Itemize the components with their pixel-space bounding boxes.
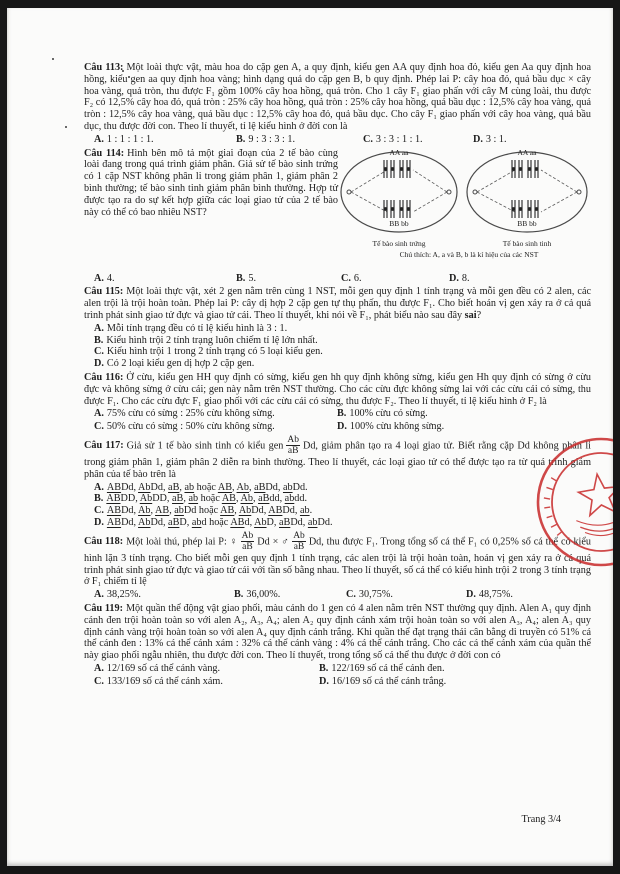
option-119-b: B. 122/169 số cá thể cánh đen. [319,662,445,674]
red-official-stamp [531,432,613,572]
option-113-b: B. 9 : 3 : 3 : 1. [236,133,296,145]
meiosis-cells-diagram [339,148,591,272]
question-118-body-2: Dd × ♂ [257,536,290,548]
question-119-label: Câu 119: [84,602,123,614]
question-118 [84,531,591,601]
option-113-a: A. 1 : 1 : 1 : 1. [94,133,154,145]
question-116-options-row1 [84,408,591,420]
question-114-body: Hình bên mô tả một giai đoạn của 2 tế bào cùng loài đang trong quá trình giảm phân. Giả sử tế bào sinh trứng có 1 cặp NST không phân li trong giảm phân 1, giảm phân 2 bình thường; tế bào sinh tinh giảm phân bình thường. Hợp tử được tạo ra do sự kết hợp giữa các loại giao tử của 2 tế bào này có thể có bao nhiêu NST? [84,147,338,218]
question-114-row [84,148,591,272]
option-115-b: B. Kiểu hình trội 2 tính trạng luôn chiếm tỉ lệ lớn nhất. [94,334,318,346]
genotype-fraction: $\frac{Ab}{aB}$ [287,434,299,457]
question-119-options-row2 [84,676,591,688]
question-119-options-row1 [84,663,591,675]
diagram-caption: Chú thích: A, a và B, b là kí hiệu của các NST [399,249,539,259]
option-118-c: C. 30,75%. [346,589,393,601]
option-118-d: D. 48,75%. [466,589,513,601]
question-117-body-pre: Giả sử 1 tế bào sinh tinh có kiểu gen [126,440,284,452]
option-114-c: C. 6. [341,272,362,284]
question-116-body: Ở cừu, kiểu gen HH quy định có sừng, kiểu gen hh quy định không sừng, kiểu gen Hh quy định có sừng ở cừu đực và không sừng ở cừu cái; gen này nằm trên NST thường. Cho các cừu đực không sừng lai với các cừu cái có sừng, thu được F₁. Cho các cừu đực F₁ giao phối với các cừu cái có sừng, thu được F₂. Theo lí thuyết, tỉ lệ kiểu hình ở F₂ là [84,371,591,407]
question-114-label: Câu 114: [84,147,125,159]
question-115 [84,286,591,370]
question-119-text [84,603,591,662]
option-119-a: A. 12/169 số cá thể cánh vàng. [94,662,221,674]
question-117-body-post: Dd, giảm phân tạo ra 4 loại giao tử. Biết rằng cặp Dd không phân li trong giảm phân 1, giảm phân 2 diễn ra bình thường. Theo lí thuyết, các loại giao tử có thể được tạo ra từ quá trình giảm phân của tế bào trên là [84,440,591,480]
cell2-bottom-chromosome-label: BB bb [517,218,537,228]
cell2-top-chromosome-label: AA aa [517,147,537,157]
option-118-b: B. 36,00%. [234,589,281,601]
question-115-body: Một loài thực vật, xét 2 gen nằm trên cùng 1 NST, mỗi gen quy định 1 tính trạng và mỗi gen đều có 2 alen, các alen trội là trội hoàn toàn. Phép lai P: cây dị hợp 2 cặp gen tự thụ phấn, thu được F₁. Cho biết hoán vị gen xảy ra ở cả quá trình phát sinh giao tử đực và giao tử cái. Theo lí thuyết, khi nói về F₁, phát biểu nào sau đây [84,286,591,321]
scan-speck [52,58,54,60]
question-116-options-row2 [84,421,591,433]
option-117-a: A. ABDd, AbDd, aB, ab hoặc AB, Ab, aBDd, abDd. [94,481,308,493]
option-117-d: D. ABDd, AbDd, aBD, abd hoặc ABd, AbD, aBDd, abDd. [94,516,333,528]
option-116-b: B. 100% cừu có sừng. [337,408,428,420]
option-119-d: D. 16/169 số cá thể cánh trắng. [319,675,447,687]
question-114-text [84,148,338,272]
genotype-fraction-female: $\frac{Ab}{aB}$ [241,530,254,553]
question-114-options [84,273,591,285]
question-113-body: Một loài thực vật, màu hoa do cặp gen A, a quy định, kiểu gen AA quy định hoa đỏ, kiểu gen Aa quy định hoa hồng, kiểu gen aa quy định hoa vàng; hình dạng quả do cặp gen B, b quy định. Phép lai P: cây hoa đỏ, quả bầu dục × cây hoa vàng, quả tròn, thu được F₁ gồm 100% cây hoa hồng, quả tròn. Cho 1 cây F₁ giao phấn với cây M cùng loài, thu được F₂ có 12,5% cây hoa đỏ, quả tròn : 25% cây hoa hồng, quả tròn : 25% cây hoa hồng, quả bầu dục : 12,5% cây hoa vàng, quả tròn : 12,5% cây hoa vàng, quả bầu dục : 12,5% cây hoa đỏ, quả bầu dục. Cho cây F₁ giao phấn với cây hoa vàng, quả bầu dục, thu được đời con. Theo lí thuyết, tỉ lệ kiểu hình ở đời con là [84,62,591,132]
question-115-text: Câu 115: Một loài thực vật, xét 2 gen nằm trên cùng 1 NST, mỗi gen quy định 1 tính trạng và mỗi gen đều có 2 alen, các alen trội là trội hoàn toàn. Phép lai P: cây dị hợp 2 cặp gen tự thụ phấn, thu được F₁. Cho biết hoán vị gen xảy ra ở cả quá trình phát sinh giao tử đực và giao tử cái. Theo lí thuyết, khi nói về F₁, phát biểu nào sau đây sai? [84,286,591,321]
question-116-text [84,372,591,407]
option-115-c: C. Kiểu hình trội 1 trong 2 tính trạng có 5 loại kiểu gen. [94,346,323,358]
question-115-options [84,323,591,370]
question-119 [84,603,591,688]
question-113-text [84,62,591,133]
option-115-a: A. Mỗi tính trạng đều có tỉ lệ kiểu hình là 3 : 1. [94,322,288,334]
scanned-exam-page [7,8,613,866]
question-113-label: Câu 113: [84,62,124,73]
option-114-a: A. 4. [94,272,115,284]
option-119-c: C. 133/169 số cá thể cánh xám. [94,675,223,687]
question-114 [84,148,591,285]
question-117-text [84,435,591,481]
question-118-body-3: Dd, thu được F₁. Trong tổng số cá thể F₁ có 0,25% số cá thể có kiểu hình lặn 3 tính trạng. Cho biết mỗi gen quy định 1 tính trạng, các alen trội là trội hoàn toàn, hoán vị gen xảy ra ở cả quá trình phát sinh giao tử đực và giao tử cái với tần số bằng nhau. Theo lí thuyết, số cá thể có kiểu hình trội 2 trong 3 tính trạng ở F₁ chiếm tỉ lệ [84,536,591,588]
question-118-body-1: Một loài thú, phép lai P: ♀ [126,536,238,548]
question-118-label: Câu 118: [84,536,124,548]
option-114-b: B. 5. [236,272,256,284]
option-116-a: A. 75% cừu có sừng : 25% cừu không sừng. [94,408,275,420]
question-115-emphasis: sai [464,309,477,321]
option-115-d: D. Có 2 loại kiểu gen dị hợp 2 cặp gen. [94,358,255,370]
exam-content [84,62,591,689]
option-113-c: C. 3 : 3 : 1 : 1. [363,133,423,145]
question-118-options [84,589,591,601]
question-117-options [84,482,591,529]
page-number: Trang 3/4 [521,814,561,825]
question-118-text [84,531,591,588]
question-116 [84,372,591,433]
cell1-bottom-chromosome-label: BB bb [389,218,409,228]
scan-speck [65,126,67,128]
option-114-d: D. 8. [449,272,470,284]
question-113 [84,62,591,146]
question-119-body: Một quần thể động vật giao phối, màu cánh do 1 gen có 4 alen nằm trên NST thường quy định. Alen A₁ quy định cánh đen trội hoàn toàn so với alen A₂, A₃, A₄; alen A₂ quy định cánh xám trội hoàn toàn so với alen A₃, A₄; alen A₃ quy định cánh vàng trội hoàn toàn so với alen A₄ quy định cánh trắng. Khi quần thể đạt trạng thái cân bằng di truyền có 51% cá thể cánh đen : 13% cá thể cánh xám : 32% cá thể cánh vàng : 4% cá thể cánh trắng. Cho các cá thể cánh xám của quần thể này giao phối ngẫu nhiên, thu được đời con. Theo lí thuyết, trong tổng số cá thể thu được ở đời con có [84,602,591,662]
option-118-a: A. 38,25%. [94,589,141,601]
egg-cell-name: Tế bào sinh trứng [372,238,426,248]
sperm-cell-name: Tế bào sinh tinh [502,238,552,248]
question-113-options [84,134,591,146]
option-117-c: C. ABDd, Ab, AB, abDd hoặc AB, AbDd, ABDd, ab. [94,505,313,517]
option-117-b: B. ABDD, AbDD, aB, ab hoặc AB, Ab, aBdd, abdd. [94,493,308,505]
question-117 [84,435,591,529]
question-115-label: Câu 115: [84,286,124,298]
question-117-label: Câu 117: [84,440,124,452]
option-116-c: C. 50% cừu có sừng : 50% cừu không sừng. [94,421,275,433]
cell1-top-chromosome-label: AA aa [389,147,409,157]
question-116-label: Câu 116: [84,371,124,383]
genotype-fraction-male: $\frac{Ab}{aB}$ [293,530,305,553]
option-113-d: D. 3 : 1. [473,133,507,145]
option-116-d: D. 100% cừu không sừng. [337,421,445,433]
